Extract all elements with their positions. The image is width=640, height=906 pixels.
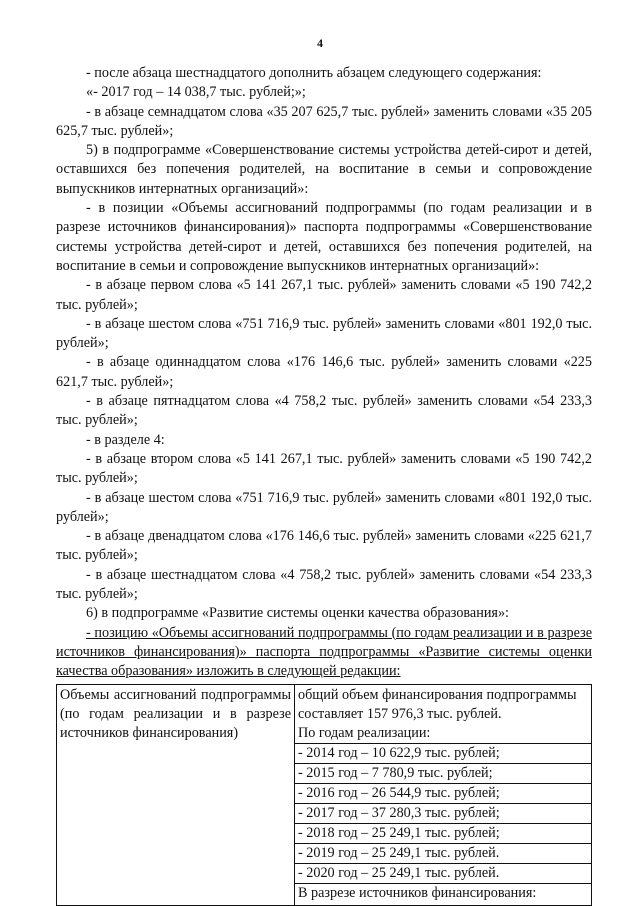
paragraph: - в разделе 4: [86,431,165,448]
table-line: - 2014 год – 10 622,9 тыс. рублей; [295,743,591,763]
paragraph: 6) в подпрограмме «Развитие системы оценки качества образования»: [86,605,509,622]
paragraph: - в абзаце двенадцатом слова «176 146,6 тыс. рублей» заменить словами «225 621,7 тыс. рублей»; [56,528,592,564]
paragraph: 5) в подпрограмме «Совершенствование системы устройства детей-сирот и детей, оставшихся без попечения родителей, на воспитание в семьи и сопровождение выпускников интернатных организаций»: [56,142,592,197]
paragraph: - после абзаца шестнадцатого дополнить абзацем следующего содержания: [86,65,542,81]
page-number: 4 [317,36,323,50]
table-line: - 2015 год – 7 780,9 тыс. рублей; [295,763,591,783]
table-line: - 2018 год – 25 249,1 тыс. рублей; [295,823,591,843]
paragraph: - в абзаце шестом слова «751 716,9 тыс. рублей» заменить словами «801 192,0 тыс. рублей»; [56,315,592,352]
funding-table [56,684,592,906]
paragraph: - в абзаце шестнадцатом слова «4 758,2 тыс. рублей» заменить словами «54 233,3 тыс. рублей»; [56,566,592,603]
paragraph: - в абзаце семнадцатом слова «35 207 625,7 тыс. рублей» заменить словами «35 205 625,7 тыс. рублей»; [56,103,592,139]
table-line: - 2017 год – 37 280,3 тыс. рублей; [295,803,591,823]
paragraph: - в абзаце первом слова «5 141 267,1 тыс. рублей» заменить словами «5 190 742,2 тыс. рублей»; [56,277,592,313]
paragraph: - в абзаце одиннадцатом слова «176 146,6 тыс. рублей» заменить словами «225 621,7 тыс. рублей»; [56,354,592,390]
table-left-cell: Объемы ассигнований подпрограммы (по годам реализации и в разрезе источников финансирования) [57,685,295,905]
table-line: - 2019 год – 25 249,1 тыс. рублей. [295,843,591,863]
document-body [56,64,592,906]
paragraph: - в позиции «Объемы ассигнований подпрограммы (по годам реализации и в разрезе источников финансирования)» паспорта подпрограммы «Совершенствование системы устройства детей-сирот и детей, оставшихся без попечения родителей, на воспитание в семьи и сопровождение выпускников интернатных организаций»: [56,200,592,274]
paragraph: - в абзаце втором слова «5 141 267,1 тыс. рублей» заменить словами «5 190 742,2 тыс. рублей»; [56,450,592,487]
table-line: В разрезе источников финансирования: [295,883,591,903]
paragraph: - в абзаце пятнадцатом слова «4 758,2 тыс. рублей» заменить словами «54 233,3 тыс. рублей»; [56,393,592,429]
paragraph: - в абзаце шестом слова «751 716,9 тыс. рублей» заменить словами «801 192,0 тыс. рублей»; [56,489,592,525]
table-line: - 2020 год – 25 249,1 тыс. рублей. [295,863,591,883]
paragraph: - позицию «Объемы ассигнований подпрограммы (по годам реализации и в разрезе источников финансирования)» паспорта подпрограммы «Развитие системы оценки качества образования» изложить в следующей редакции: [56,624,592,680]
table-line: общий объем финансирования подпрограммы составляет 157 976,3 тыс. рублей. [298,686,577,722]
table-right-cell [295,685,591,905]
table-line: - 2016 год – 26 544,9 тыс. рублей; [295,783,591,803]
table-line: По годам реализации: [298,724,431,741]
paragraph: «- 2017 год – 14 038,7 тыс. рублей;»; [86,84,306,101]
